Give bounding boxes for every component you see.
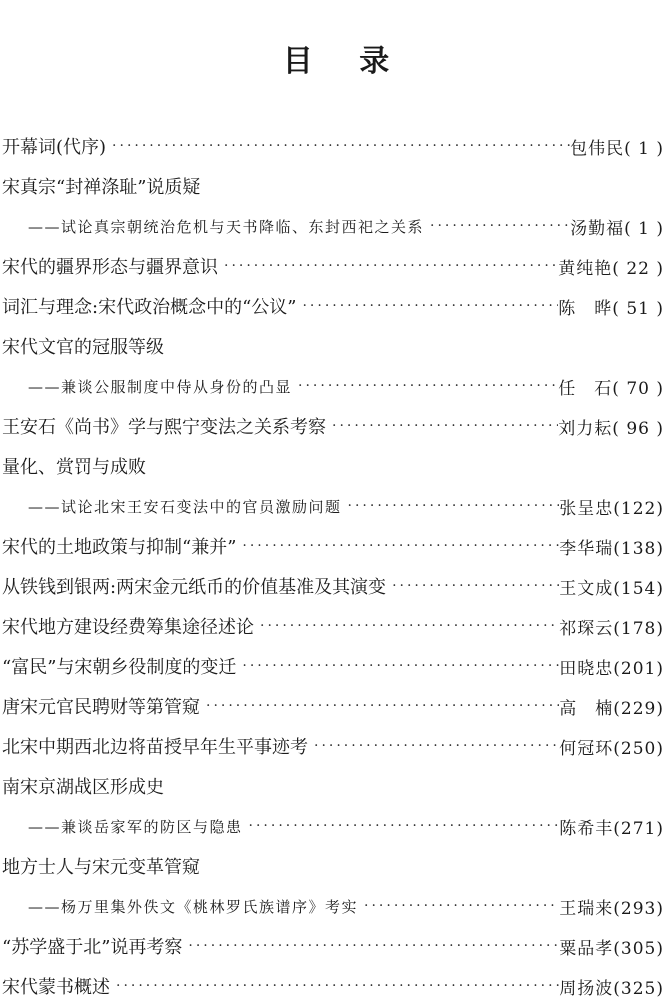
toc-leader-dots [106, 138, 570, 154]
toc-leader-dots [110, 978, 559, 994]
toc-author-page: 汤勤福( 1 ) [570, 218, 664, 239]
toc-title: 量化、赏罚与成败 [2, 457, 146, 478]
toc-title: 北宋中期西北边将苗授早年生平事迹考 [2, 737, 308, 758]
toc-subtitle: ——试论真宗朝统治危机与天书降临、东封西祀之关系 [28, 217, 425, 236]
toc-leader-dots [292, 378, 558, 394]
page-title: 目 录 [282, 44, 408, 79]
toc-entry-row [0, 646, 672, 686]
toc-entry-row [0, 726, 672, 766]
toc-author-page: 黄纯艳( 22 ) [558, 258, 664, 279]
toc-entry-row [0, 286, 672, 326]
toc-title: 唐宋元官民聘财等第管窥 [2, 697, 200, 718]
toc-title: 南宋京湖战区形成史 [2, 777, 164, 798]
toc-author-page: 陈希丰(271) [559, 818, 664, 839]
toc-author-page: 何冠环(250) [559, 738, 664, 759]
toc-subtitle-row [0, 486, 672, 526]
toc-entry-row [0, 166, 672, 206]
toc-subtitle: ——试论北宋王安石变法中的官员激励问题 [28, 497, 342, 516]
toc-leader-dots [424, 218, 570, 234]
toc-entry-row [0, 446, 672, 486]
toc-author-page: 王瑞来(293) [559, 898, 664, 919]
toc-title: 宋代蒙书概述 [2, 977, 110, 998]
toc-subtitle-row [0, 806, 672, 846]
toc-author-page: 任 石( 70 ) [558, 378, 664, 399]
toc-leader-dots [386, 578, 559, 594]
toc-entry-row [0, 126, 672, 166]
toc-subtitle: ——兼谈公服制度中侍从身份的凸显 [28, 377, 293, 396]
toc-leader-dots [200, 698, 559, 714]
toc-title: 宋真宗“封禅涤耻”说质疑 [2, 177, 201, 198]
toc-title: 宋代的疆界形态与疆界意识 [2, 257, 218, 278]
toc-entry-row [0, 566, 672, 606]
toc-leader-dots [243, 818, 560, 834]
toc-entry-row [0, 686, 672, 726]
toc-entry-row [0, 406, 672, 446]
toc-title: 地方士人与宋元变革管窥 [2, 857, 200, 878]
toc-entry-row [0, 846, 672, 886]
toc-author-page: 高 楠(229) [559, 698, 664, 719]
toc-title: “苏学盛于北”说再考察 [2, 937, 183, 958]
toc-subtitle: ——杨万里集外佚文《桃林罗氏族谱序》考实 [28, 897, 359, 916]
toc-author-page: 周扬波(325) [559, 978, 664, 999]
toc-subtitle: ——兼谈岳家军的防区与隐患 [28, 817, 243, 836]
toc-author-page: 李华瑞(138) [559, 538, 664, 559]
toc-title: “富民”与宋朝乡役制度的变迁 [2, 657, 237, 678]
toc-author-page: 陈 晔( 51 ) [558, 298, 664, 319]
toc-author-page: 刘力耘( 96 ) [558, 418, 664, 439]
toc-entry-row [0, 246, 672, 286]
toc-entry-row [0, 926, 672, 966]
toc-author-page: 粟品孝(305) [559, 938, 664, 959]
toc-title: 宋代文官的冠服等级 [2, 337, 164, 358]
toc-author-page: 包伟民( 1 ) [570, 138, 664, 159]
toc-leader-dots [358, 898, 559, 914]
toc-leader-dots [342, 498, 560, 514]
table-of-contents [0, 126, 672, 1006]
toc-entry-row [0, 326, 672, 366]
toc-leader-dots [296, 298, 558, 314]
toc-title: 词汇与理念:宋代政治概念中的“公议” [2, 297, 297, 318]
toc-entry-row [0, 966, 672, 1006]
toc-title: 从铁钱到银两:两宋金元纸币的价值基准及其演变 [2, 577, 387, 598]
toc-title: 王安石《尚书》学与熙宁变法之关系考察 [2, 417, 326, 438]
toc-title: 宋代的土地政策与抑制“兼并” [2, 537, 237, 558]
toc-entry-row [0, 606, 672, 646]
toc-leader-dots [182, 938, 559, 954]
toc-subtitle-row [0, 206, 672, 246]
toc-entry-row [0, 526, 672, 566]
toc-author-page: 张呈忠(122) [559, 498, 664, 519]
toc-title: 宋代地方建设经费筹集途径述论 [2, 617, 254, 638]
toc-subtitle-row [0, 886, 672, 926]
toc-leader-dots [218, 258, 558, 274]
toc-leader-dots [236, 658, 559, 674]
toc-leader-dots [236, 538, 559, 554]
toc-leader-dots [326, 418, 558, 434]
toc-subtitle-row [0, 366, 672, 406]
toc-author-page: 田晓忠(201) [559, 658, 664, 679]
toc-leader-dots [308, 738, 559, 754]
toc-leader-dots [254, 618, 559, 634]
toc-entry-row [0, 766, 672, 806]
toc-title: 开幕词(代序) [2, 137, 107, 158]
toc-author-page: 祁琛云(178) [559, 618, 664, 639]
toc-author-page: 王文成(154) [559, 578, 664, 599]
